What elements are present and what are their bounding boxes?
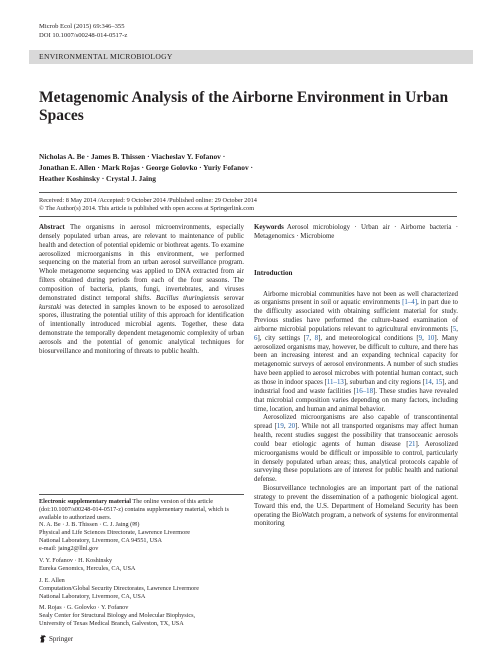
- paragraph-text: Aerosolized microorganisms are also capable of transcontinental spread [: [254, 414, 458, 431]
- abstract-text: was detected in samples known to be exposed to aerosolized spores, illustrating the potential utility of this approach for identification of intentionally introduced microbial agents. Together, these data demonstrate the temporally dependent metagenomic complexity of urban aerosols and the potential of genomic analytical techniques for biosurveillance and monitoring of threats to public health.: [39, 303, 244, 355]
- citation-link[interactable]: 15: [435, 378, 443, 386]
- journal-citation: Microb Ecol (2015) 69:346–355: [39, 23, 125, 30]
- citation-link[interactable]: 14: [424, 378, 432, 386]
- springer-horse-icon: [39, 634, 47, 646]
- citation-link[interactable]: 6: [254, 334, 258, 342]
- abstract-variety: kurstaki: [39, 303, 62, 311]
- paragraph-text: , in part due to the difficulty associated with obtaining sufficient material for study. Previous studies have performed the culture-based examination of airborne microbial populations relevant to agricultural environments [: [254, 299, 458, 333]
- affiliation-line: Eureka Genomics, Hercules, CA, USA: [39, 565, 136, 572]
- affiliation: [39, 577, 244, 601]
- citation-link[interactable]: 7: [305, 334, 310, 342]
- affiliation-email[interactable]: e-mail: jaing2@llnl.gov: [39, 545, 99, 552]
- affiliation: [39, 521, 244, 553]
- section-bar: ENVIRONMENTAL MICROBIOLOGY: [29, 50, 473, 64]
- abstract-text: serovar: [219, 294, 244, 302]
- publisher-name: Springer: [49, 635, 74, 643]
- affiliation-line: Sealy Center for Structural Biology and Molecular Biophysics,: [39, 612, 196, 619]
- citation-link[interactable]: 21: [408, 440, 416, 448]
- author-line: Nicholas A. Be · James B. Thissen · Viacheslav Y. Fofanov ·: [39, 152, 226, 161]
- affiliation-names: N. A. Be · J. B. Thissen · C. J. Jaing (✉): [39, 521, 140, 528]
- affiliation: [39, 557, 244, 573]
- citation-link[interactable]: 8: [314, 334, 319, 342]
- paragraph-text: Airborne microbial communities have not been as well characterized as organisms present in soil or aquatic environments: [254, 290, 458, 307]
- citation-link[interactable]: 16–18: [355, 387, 374, 395]
- affiliation-line: National Laboratory, Livermore, CA, USA: [39, 593, 146, 600]
- paragraph-text: Biosurveillance technologies are an important part of the national strategy to prevent the dissemination of a pathogenic biological agent. Toward this end, the U.S. Department of Homeland Security has been operating the BioWatch program, a network of systems for environmental monitoring: [254, 485, 458, 528]
- right-column: [254, 224, 458, 529]
- affiliation-line: National Laboratory, Livermore, CA 94551, USA: [39, 537, 162, 544]
- intro-paragraph: [254, 414, 458, 485]
- citation-link[interactable]: 11–13: [326, 378, 344, 386]
- paragraph-text: ], suburban and city regions [: [343, 378, 425, 386]
- citation-link[interactable]: 9: [418, 334, 423, 342]
- keywords-text: Aerosol microbiology · Urban air · Airborne bacteria · Metagenomics · Microbiome: [254, 224, 458, 240]
- affiliation-line: Physical and Life Sciences Directorate, Lawrence Livermore: [39, 529, 191, 536]
- affiliation-names: M. Rojas · G. Golovko · Y. Fofanov: [39, 604, 129, 611]
- article-title: Metagenomic Analysis of the Airborne Environment in Urban Spaces: [39, 89, 449, 124]
- abstract-species: Bacillus thuringiensis: [155, 294, 220, 302]
- paragraph-text: ,: [456, 325, 458, 333]
- copyright-line: © The Author(s) 2014. This article is published with open access at Springerlink.com: [39, 205, 255, 213]
- paragraph-text: ]. While not all transported organisms may affect human health, recent studies suggest the possibility that transoceanic aerosols could bear etiologic agents of human disease [: [254, 423, 458, 448]
- citation-link[interactable]: 10: [427, 334, 435, 342]
- paragraph-text: ], and meteorological conditions [: [318, 334, 419, 342]
- author-line: Heather Koshinsky · Crystal J. Jaing: [39, 174, 156, 184]
- affiliation-line: Computation/Global Security Directorates, Lawrence Livermore: [39, 585, 199, 592]
- keywords: [254, 224, 458, 242]
- abstract-text: The organisms in aerosol microenvironments, especially densely populated urban areas, are relevant to maintenance of public health and detection of potential epidemic or biothreat agents. To examine aerosolized microorganisms in this environment, we performed sequencing on the material from an urban aerosol surveillance program. Whole metagenome sequencing was applied to DNA extracted from air filters obtained during periods from each of the four seasons. The composition of bacteria, plants, fungi, invertebrates, and viruses demonstrated distinct temporal shifts.: [39, 224, 244, 302]
- affiliation: [39, 604, 244, 628]
- citation-link[interactable]: 20: [288, 423, 296, 431]
- affiliation-names: J. E. Allen: [39, 577, 65, 584]
- paragraph-text: ], city settings [: [257, 334, 306, 342]
- author-list: [39, 151, 459, 185]
- paragraph-text: ,: [309, 334, 315, 342]
- paragraph-text: ,: [431, 378, 436, 386]
- intro-paragraph: [254, 291, 458, 415]
- affiliation-names: V. Y. Fofanov · H. Koshinsky: [39, 557, 113, 564]
- citation-link[interactable]: [1–4]: [402, 299, 417, 307]
- intro-paragraph: [254, 485, 458, 529]
- paragraph-text: ,: [283, 423, 289, 431]
- footer: [39, 634, 73, 646]
- journal-meta: [39, 23, 127, 40]
- paragraph-text: ]. Aerosolized microorganisms would be difficult or impossible to control, particularly in densely populated urban areas; thus, analytical protocols capable of surveying these populations are of interest for public health and national defense.: [254, 440, 459, 484]
- paragraph-text: ], and industrial food and waste facilities [: [254, 378, 458, 395]
- divider: [39, 192, 457, 193]
- citation-link[interactable]: 19: [276, 423, 284, 431]
- esm-label: Electronic supplementary material: [39, 498, 131, 505]
- paragraph-text: ]. These studies have revealed that microbial composition varies depending on many factors, including time, location, and human and animal behavior.: [254, 387, 459, 413]
- keywords-label: Keywords: [254, 224, 284, 231]
- paragraph-text: ,: [422, 334, 428, 342]
- author-line: Jonathan E. Allen · Mark Rojas · George Golovko · Yuriy Fofanov ·: [39, 163, 253, 173]
- abstract-label: Abstract: [39, 224, 65, 231]
- paragraph-text: ]. Many aerosolized organisms may, however, be difficult to culture, and there has been an increasing interest and an expanding technical capacity for metagenomic surveys of aerosol environments. A number of such studies have been applied to aerosol microbes with potential human contact, such as those in indoor spaces [: [254, 334, 458, 386]
- abstract: [39, 224, 244, 357]
- introduction-heading: Introduction: [254, 268, 293, 277]
- doi: DOI 10.1007/s00248-014-0517-z: [39, 31, 128, 39]
- divider: [39, 216, 457, 217]
- esm-text: The online version of this article (doi:10.1007/s00248-014-0517-z) contains supplementary material, which is available to authorized users.: [39, 498, 229, 521]
- citation-link[interactable]: 5: [452, 325, 457, 333]
- received-dates: Received: 8 May 2014 /Accepted: 9 October 2014 /Published online: 29 October 2014: [39, 197, 257, 204]
- received-info: [39, 197, 257, 213]
- supplementary-note: [39, 494, 244, 522]
- affiliation-line: University of Texas Medical Branch, Galveston, TX, USA: [39, 620, 184, 627]
